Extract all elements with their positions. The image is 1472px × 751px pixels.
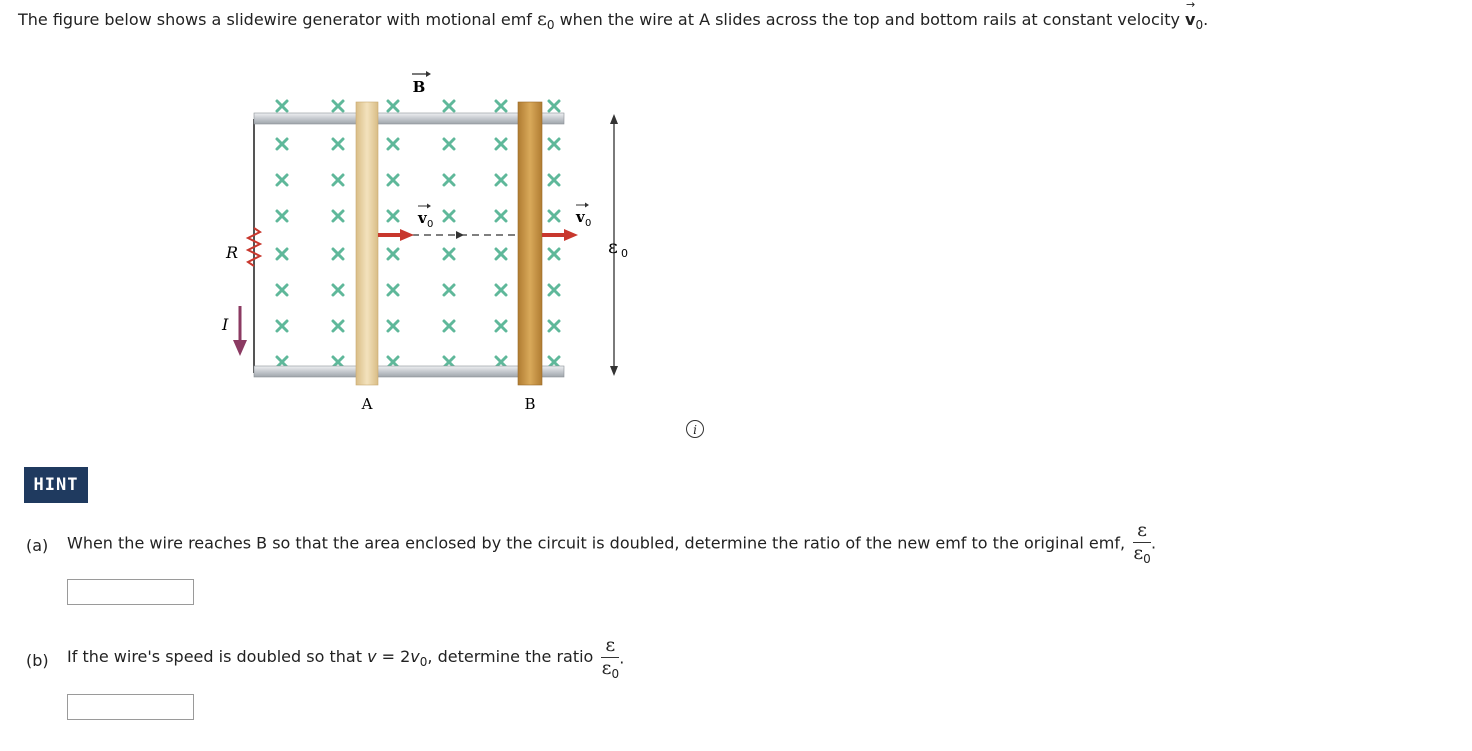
field-x-mark bbox=[388, 139, 398, 149]
velocity-arrow-b bbox=[542, 229, 578, 241]
fraction-denominator: $\varepsilon_0$ bbox=[601, 657, 620, 681]
question-a-fraction bbox=[1133, 521, 1151, 565]
travel-path-arrowhead bbox=[456, 231, 464, 239]
field-x-mark bbox=[333, 321, 343, 331]
current-arrow-icon bbox=[233, 340, 247, 356]
magnetic-field-label: B bbox=[412, 78, 426, 96]
top-rail bbox=[254, 113, 564, 124]
field-x-mark bbox=[549, 321, 559, 331]
velocity-subscript: 0 bbox=[1195, 18, 1204, 32]
field-x-mark bbox=[277, 175, 287, 185]
question-b-text bbox=[67, 636, 624, 680]
field-label-group bbox=[412, 71, 431, 96]
question-b-period: . bbox=[619, 648, 625, 668]
wire-b-label: B bbox=[524, 395, 536, 413]
field-x-mark bbox=[496, 101, 506, 111]
field-x-mark bbox=[549, 211, 559, 221]
slidewire-generator-figure bbox=[216, 68, 646, 418]
field-x-mark bbox=[277, 321, 287, 331]
field-x-mark bbox=[333, 249, 343, 259]
field-x-mark bbox=[333, 211, 343, 221]
velocity-label-a bbox=[417, 204, 433, 231]
field-x-mark bbox=[277, 211, 287, 221]
field-x-mark bbox=[277, 139, 287, 149]
field-x-mark bbox=[444, 321, 454, 331]
field-x-mark bbox=[333, 175, 343, 185]
intro-text-part1: The figure below shows a slidewire generator with motional emf bbox=[18, 10, 537, 29]
bottom-rail bbox=[254, 366, 564, 377]
field-x-mark bbox=[388, 357, 398, 367]
question-a-text bbox=[67, 521, 1156, 565]
svg-text:v: v bbox=[576, 208, 585, 226]
field-x-mark bbox=[444, 101, 454, 111]
emf-label-subscript: 0 bbox=[621, 247, 628, 260]
field-x-mark bbox=[496, 249, 506, 259]
problem-statement bbox=[18, 8, 1208, 32]
question-a-period: . bbox=[1151, 533, 1157, 553]
velocity-arrow-a bbox=[378, 229, 414, 241]
velocity-label-b bbox=[575, 203, 591, 230]
field-x-mark bbox=[388, 101, 398, 111]
intro-period: . bbox=[1203, 10, 1209, 29]
field-x-mark bbox=[444, 249, 454, 259]
field-x-mark bbox=[388, 175, 398, 185]
field-x-mark bbox=[496, 211, 506, 221]
svg-text:0: 0 bbox=[427, 219, 434, 230]
fraction-numerator: ε bbox=[601, 636, 619, 658]
field-x-mark bbox=[388, 211, 398, 221]
field-x-mark bbox=[333, 357, 343, 367]
field-x-mark bbox=[549, 357, 559, 367]
field-x-mark bbox=[496, 321, 506, 331]
field-x-mark bbox=[549, 101, 559, 111]
wire-b bbox=[518, 102, 542, 385]
field-x-mark bbox=[444, 357, 454, 367]
field-x-mark bbox=[388, 249, 398, 259]
field-x-mark bbox=[388, 285, 398, 295]
field-x-mark bbox=[549, 175, 559, 185]
field-x-mark bbox=[277, 249, 287, 259]
question-b-body: If the wire's speed is doubled so that $v = 2v_0$, determine the ratio bbox=[67, 647, 594, 669]
field-x-mark bbox=[549, 285, 559, 295]
field-x-mark bbox=[388, 321, 398, 331]
emf-label: ε bbox=[608, 236, 618, 258]
fraction-denominator: $\varepsilon_0$ bbox=[1133, 542, 1151, 566]
field-x-mark bbox=[444, 139, 454, 149]
field-x-mark bbox=[496, 139, 506, 149]
svg-text:v: v bbox=[418, 209, 427, 227]
question-a-body: When the wire reaches B so that the area enclosed by the circuit is doubled, determine the ratio of the new emf to the original emf, bbox=[67, 533, 1126, 553]
info-icon[interactable]: i bbox=[686, 420, 704, 438]
wire-a-label: A bbox=[361, 395, 373, 413]
field-x-mark bbox=[333, 101, 343, 111]
emf-symbol: ε bbox=[537, 8, 547, 30]
wire-a bbox=[356, 102, 378, 385]
answer-input-b[interactable] bbox=[67, 694, 194, 720]
field-x-mark bbox=[444, 285, 454, 295]
field-x-mark bbox=[496, 175, 506, 185]
field-x-mark bbox=[277, 357, 287, 367]
emf-subscript: 0 bbox=[546, 18, 555, 32]
velocity-vector-symbol: → v bbox=[1185, 10, 1195, 29]
field-x-mark bbox=[277, 101, 287, 111]
magnetic-field-x-marks bbox=[277, 101, 559, 367]
intro-text-part2: when the wire at A slides across the top and bottom rails at constant velocity bbox=[554, 10, 1186, 29]
field-x-mark bbox=[496, 285, 506, 295]
resistor-label: R bbox=[226, 243, 239, 262]
svg-text:0: 0 bbox=[585, 218, 592, 229]
field-x-mark bbox=[496, 357, 506, 367]
question-b-label: (b) bbox=[26, 651, 49, 670]
question-b-fraction bbox=[601, 636, 619, 680]
field-x-mark bbox=[333, 139, 343, 149]
field-x-mark bbox=[444, 211, 454, 221]
field-x-mark bbox=[549, 249, 559, 259]
answer-input-a[interactable] bbox=[67, 579, 194, 605]
fraction-numerator: ε bbox=[1133, 521, 1151, 543]
field-x-mark bbox=[333, 285, 343, 295]
field-x-mark bbox=[277, 285, 287, 295]
field-x-mark bbox=[444, 175, 454, 185]
current-label: I bbox=[222, 315, 229, 334]
question-a-label: (a) bbox=[26, 536, 49, 555]
hint-button[interactable]: HINT bbox=[24, 467, 88, 503]
field-x-mark bbox=[549, 139, 559, 149]
